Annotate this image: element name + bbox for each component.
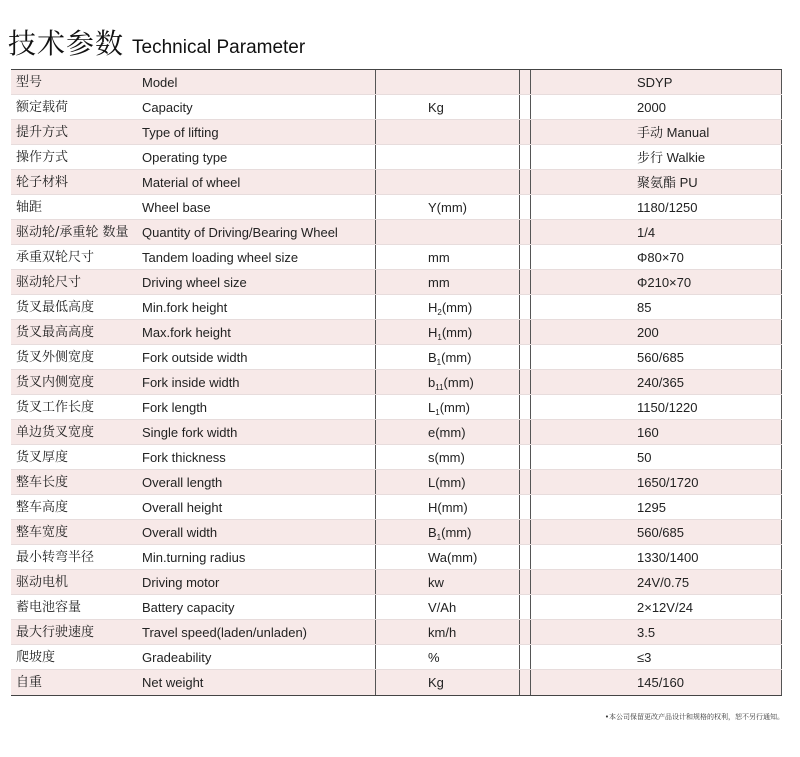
param-unit xyxy=(375,445,520,469)
table-row xyxy=(11,445,782,470)
unit-symbol: mm xyxy=(428,250,450,265)
unit-subscript: 1 xyxy=(437,333,442,342)
unit-subscript: 11 xyxy=(435,383,444,392)
unit-symbol: B xyxy=(428,525,437,540)
title-english: Technical Parameter xyxy=(132,37,306,58)
param-name-en: Overall length xyxy=(142,475,223,490)
unit-suffix: (mm) xyxy=(441,525,472,540)
param-name-zh: 蓄电池容量 xyxy=(16,600,82,615)
param-name-en: Wheel base xyxy=(142,200,211,215)
table-row xyxy=(11,595,782,620)
param-name-zh: 最小转弯半径 xyxy=(16,550,95,565)
param-unit xyxy=(375,170,520,194)
param-name-en: Material of wheel xyxy=(142,175,241,190)
unit-symbol: Y(mm) xyxy=(428,200,467,215)
param-name-en: Battery capacity xyxy=(142,600,235,615)
unit-suffix: (mm) xyxy=(443,375,474,390)
param-name-zh: 单边货叉宽度 xyxy=(16,425,95,440)
param-value: 1/4 xyxy=(530,220,782,244)
table-row xyxy=(11,145,782,170)
param-unit xyxy=(375,220,520,244)
column-gap xyxy=(520,220,530,244)
unit-symbol: B xyxy=(428,350,437,365)
column-gap xyxy=(520,470,530,494)
param-name-zh: 整车高度 xyxy=(16,500,69,515)
column-gap xyxy=(520,145,530,169)
param-unit xyxy=(375,320,520,344)
column-gap xyxy=(520,595,530,619)
param-unit xyxy=(375,595,520,619)
unit-subscript: 1 xyxy=(435,408,440,417)
table-row xyxy=(11,370,782,395)
param-name-zh: 货叉最高高度 xyxy=(16,325,95,340)
param-name-zh: 货叉厚度 xyxy=(16,450,69,465)
param-unit xyxy=(375,195,520,219)
param-name-zh: 轴距 xyxy=(16,200,43,215)
param-name-zh: 操作方式 xyxy=(16,150,69,165)
param-name-zh: 货叉最低高度 xyxy=(16,300,95,315)
table-row xyxy=(11,520,782,545)
param-name-zh: 货叉内侧宽度 xyxy=(16,375,95,390)
param-unit xyxy=(375,470,520,494)
column-gap xyxy=(520,270,530,294)
param-value: 160 xyxy=(530,420,782,444)
column-gap xyxy=(520,445,530,469)
param-value: 1650/1720 xyxy=(530,470,782,494)
unit-symbol: H xyxy=(428,325,438,340)
param-name-en: Fork inside width xyxy=(142,375,240,390)
param-name-zh: 轮子材料 xyxy=(16,175,69,190)
param-name-en: Gradeability xyxy=(142,650,212,665)
param-unit xyxy=(375,120,520,144)
param-value: 560/685 xyxy=(530,345,782,369)
unit-subscript: 1 xyxy=(436,533,442,542)
param-value: 3.5 xyxy=(530,620,782,644)
column-gap xyxy=(520,645,530,669)
page-title xyxy=(8,22,305,62)
table-row xyxy=(11,420,782,445)
table-row xyxy=(11,570,782,595)
unit-symbol: mm xyxy=(428,275,450,290)
param-value: 2000 xyxy=(530,95,782,119)
param-name-zh: 货叉工作长度 xyxy=(16,400,95,415)
param-value: 手动 Manual xyxy=(530,120,782,144)
param-name-en: Type of lifting xyxy=(142,125,219,140)
param-name-zh: 承重双轮尺寸 xyxy=(16,250,95,265)
unit-symbol: kw xyxy=(428,575,444,590)
param-unit xyxy=(375,545,520,569)
unit-subscript: 1 xyxy=(436,358,442,367)
unit-symbol: L xyxy=(428,400,436,415)
unit-symbol: Wa(mm) xyxy=(428,550,478,565)
param-unit xyxy=(375,495,520,519)
param-unit xyxy=(375,270,520,294)
param-name-zh: 最大行驶速度 xyxy=(16,625,95,640)
param-value: 1330/1400 xyxy=(530,545,782,569)
param-value: 24V/0.75 xyxy=(530,570,782,594)
unit-symbol: b xyxy=(428,375,436,390)
column-gap xyxy=(520,295,530,319)
param-unit xyxy=(375,520,520,544)
param-unit xyxy=(375,420,520,444)
unit-symbol: V/Ah xyxy=(428,600,457,615)
column-gap xyxy=(520,620,530,644)
param-name-zh: 额定载荷 xyxy=(16,100,69,115)
param-value: 1180/1250 xyxy=(530,195,782,219)
column-gap xyxy=(520,420,530,444)
column-gap xyxy=(520,245,530,269)
param-name-en: Overall height xyxy=(142,500,223,515)
param-unit xyxy=(375,395,520,419)
param-value: 560/685 xyxy=(530,520,782,544)
column-gap xyxy=(520,520,530,544)
param-name-en: Driving wheel size xyxy=(142,275,247,290)
unit-symbol: Kg xyxy=(428,100,444,115)
param-name-en: Min.turning radius xyxy=(142,550,246,565)
column-gap xyxy=(520,195,530,219)
table-row xyxy=(11,645,782,670)
column-gap xyxy=(520,320,530,344)
param-name-en: Net weight xyxy=(142,675,204,690)
table-row xyxy=(11,545,782,570)
param-name-zh: 驱动轮/承重轮 数量 xyxy=(16,225,129,240)
param-value: 240/365 xyxy=(530,370,782,394)
unit-suffix: (mm) xyxy=(439,400,471,415)
param-name-en: Max.fork height xyxy=(142,325,231,340)
param-value: 50 xyxy=(530,445,782,469)
param-unit xyxy=(375,370,520,394)
param-value: SDYP xyxy=(530,70,782,94)
table-row xyxy=(11,195,782,220)
unit-symbol: H(mm) xyxy=(428,500,468,515)
param-unit xyxy=(375,95,520,119)
param-unit xyxy=(375,645,520,669)
unit-suffix: (mm) xyxy=(441,325,473,340)
table-row xyxy=(11,220,782,245)
param-value: 145/160 xyxy=(530,670,782,695)
table-row xyxy=(11,620,782,645)
table-row xyxy=(11,120,782,145)
param-unit xyxy=(375,70,520,94)
param-unit xyxy=(375,295,520,319)
column-gap xyxy=(520,570,530,594)
param-value: 1295 xyxy=(530,495,782,519)
table-row xyxy=(11,95,782,120)
param-value: 聚氨酯 PU xyxy=(530,170,782,194)
param-name-en: Operating type xyxy=(142,150,228,165)
table-row xyxy=(11,245,782,270)
unit-symbol: L(mm) xyxy=(428,475,466,490)
column-gap xyxy=(520,170,530,194)
column-gap xyxy=(520,95,530,119)
column-gap xyxy=(520,345,530,369)
unit-suffix: (mm) xyxy=(441,300,473,315)
unit-suffix: (mm) xyxy=(441,350,472,365)
param-name-en: Travel speed(laden/unladen) xyxy=(142,625,308,640)
param-value: ≤3 xyxy=(530,645,782,669)
unit-subscript: 2 xyxy=(437,308,442,317)
column-gap xyxy=(520,395,530,419)
param-value: 2×12V/24 xyxy=(530,595,782,619)
param-value: 1150/1220 xyxy=(530,395,782,419)
spec-table xyxy=(11,69,782,696)
column-gap xyxy=(520,495,530,519)
param-name-en: Tandem loading wheel size xyxy=(142,250,299,265)
unit-symbol: km/h xyxy=(428,625,457,640)
unit-symbol: % xyxy=(428,650,440,665)
param-name-zh: 整车宽度 xyxy=(16,525,69,540)
unit-symbol: s(mm) xyxy=(428,450,465,465)
table-row xyxy=(11,170,782,195)
param-name-zh: 爬坡度 xyxy=(16,650,56,665)
param-name-zh: 自重 xyxy=(16,675,43,690)
title-chinese: 技术参数 xyxy=(8,27,125,60)
param-name-en: Model xyxy=(142,75,178,90)
param-name-en: Single fork width xyxy=(142,425,238,440)
param-name-en: Capacity xyxy=(142,100,193,115)
table-row xyxy=(11,670,782,695)
param-name-en: Fork length xyxy=(142,400,208,415)
table-row xyxy=(11,270,782,295)
param-unit xyxy=(375,570,520,594)
param-value: Φ210×70 xyxy=(530,270,782,294)
param-unit xyxy=(375,620,520,644)
param-unit xyxy=(375,670,520,695)
param-name-zh: 驱动电机 xyxy=(16,575,69,590)
table-row xyxy=(11,345,782,370)
param-unit xyxy=(375,145,520,169)
param-value: 85 xyxy=(530,295,782,319)
param-name-zh: 提升方式 xyxy=(16,125,69,140)
column-gap xyxy=(520,545,530,569)
param-unit xyxy=(375,345,520,369)
param-name-en: Quantity of Driving/Bearing Wheel xyxy=(142,225,338,240)
table-row xyxy=(11,495,782,520)
unit-symbol: H xyxy=(428,300,438,315)
param-name-en: Driving motor xyxy=(142,575,220,590)
unit-symbol: e(mm) xyxy=(428,425,466,440)
table-row xyxy=(11,320,782,345)
param-unit xyxy=(375,245,520,269)
param-name-zh: 驱动轮尺寸 xyxy=(16,275,82,290)
footer-note: •本公司保留更改产品设计和规格的权利，恕不另行通知。 xyxy=(604,713,784,721)
param-value: 步行 Walkie xyxy=(530,145,782,169)
param-value: 200 xyxy=(530,320,782,344)
param-name-zh: 货叉外侧宽度 xyxy=(16,350,95,365)
table-row xyxy=(11,70,782,95)
param-name-en: Fork outside width xyxy=(142,350,248,365)
param-name-zh: 整车长度 xyxy=(16,475,69,490)
table-row xyxy=(11,395,782,420)
param-value: Φ80×70 xyxy=(530,245,782,269)
column-gap xyxy=(520,70,530,94)
param-name-en: Min.fork height xyxy=(142,300,228,315)
column-gap xyxy=(520,370,530,394)
param-name-zh: 型号 xyxy=(16,75,43,90)
table-row xyxy=(11,295,782,320)
table-row xyxy=(11,470,782,495)
param-name-en: Overall width xyxy=(142,525,218,540)
param-name-en: Fork thickness xyxy=(142,450,226,465)
column-gap xyxy=(520,120,530,144)
unit-symbol: Kg xyxy=(428,675,444,690)
column-gap xyxy=(520,670,530,695)
